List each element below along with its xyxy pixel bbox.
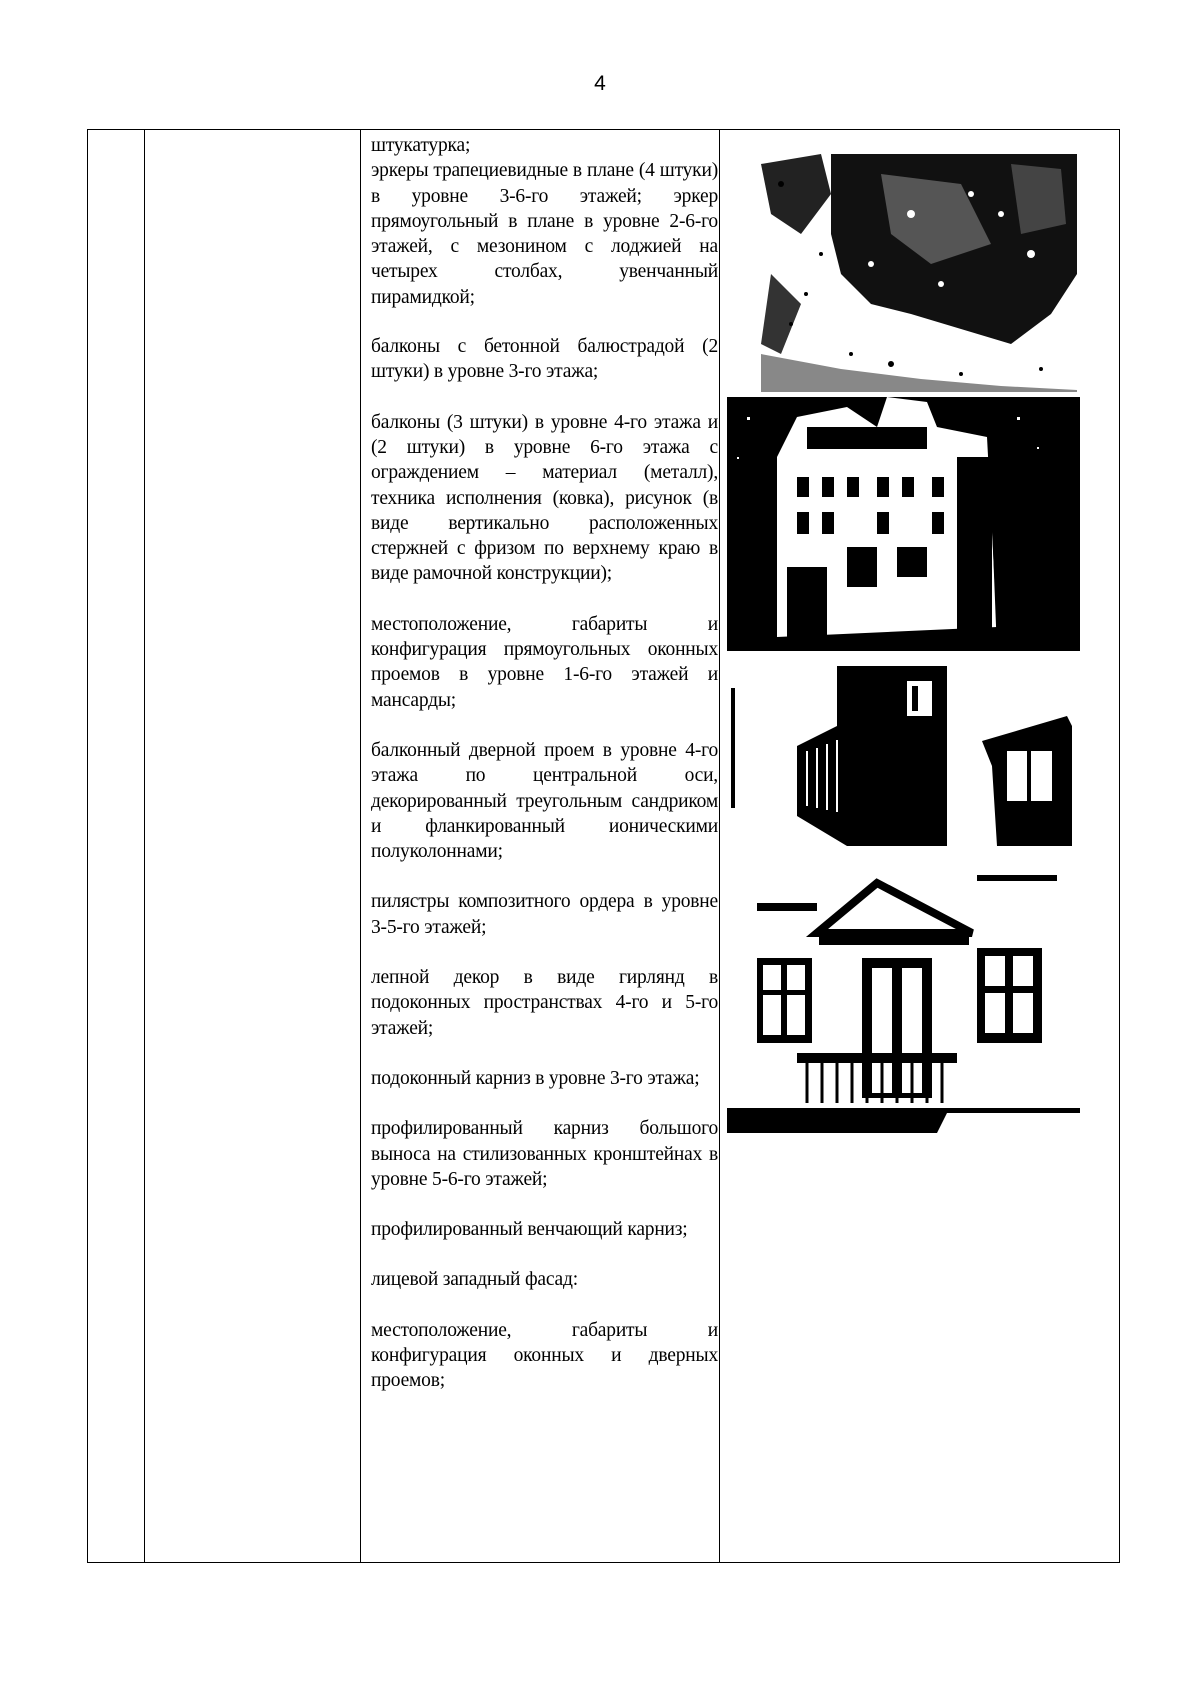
paragraph: местоположение, габариты и конфигурация оконных и дверных проемов; [371,1319,718,1392]
column-divider [144,130,145,1562]
page-number: 4 [594,72,606,95]
paragraph: подоконный карниз в уровне 3-го этажа; [371,1067,700,1089]
column-divider [360,130,361,1562]
photo-facade-detail-icon [761,154,1077,392]
paragraph: местоположение, габариты и конфигурация прямоугольных оконных проемов в уровне 1-6-го этажей и мансарды; [371,613,718,711]
paragraph: балконный дверной проем в уровне 4-го этажа по центральной оси, декорированный треугольным сандриком и фланкированный ионическими полуколоннами; [371,739,718,863]
paragraph: профилированный венчающий карниз; [371,1219,688,1241]
paragraph: штукатурка; эркеры трапециевидные в плане (4 штуки) в уровне 3-6-го этажей; эркер прямоугольный в плане в уровне 2-6-го этажей, с мезонином с лоджией на четырех столбах, увенчанный пирамидкой; [371,135,718,308]
document-table [87,129,1120,1563]
description-cell [371,130,718,1419]
photo-balcony-bays-icon [727,666,1080,850]
paragraph: балконы (3 штуки) в уровне 4-го этажа и (2 штуки) в уровне 6-го этажа с ограждением – материал (металл), техника исполнения (ковка), рисунок (в виде вертикально расположенных стержней с фризом по верхнему краю в виде рамочной конструкции); [371,411,718,585]
photo-balcony-pediment-icon [727,863,1080,1133]
paragraph: лепной декор в виде гирлянд в подоконных пространствах 4-го и 5-го этажей; [371,967,718,1039]
paragraph: лицевой западный фасад: [371,1269,578,1291]
paragraph: балконы с бетонной балюстрадой (2 штуки) в уровне 3-го этажа; [371,336,718,383]
column-divider [719,130,720,1562]
photo-building-facade-icon [727,397,1080,651]
paragraph: пилястры композитного ордера в уровне 3-5-го этажей; [371,891,718,938]
paragraph: профилированный карниз большого выноса на стилизованных кронштейнах в уровне 5-6-го этажей; [371,1118,718,1190]
